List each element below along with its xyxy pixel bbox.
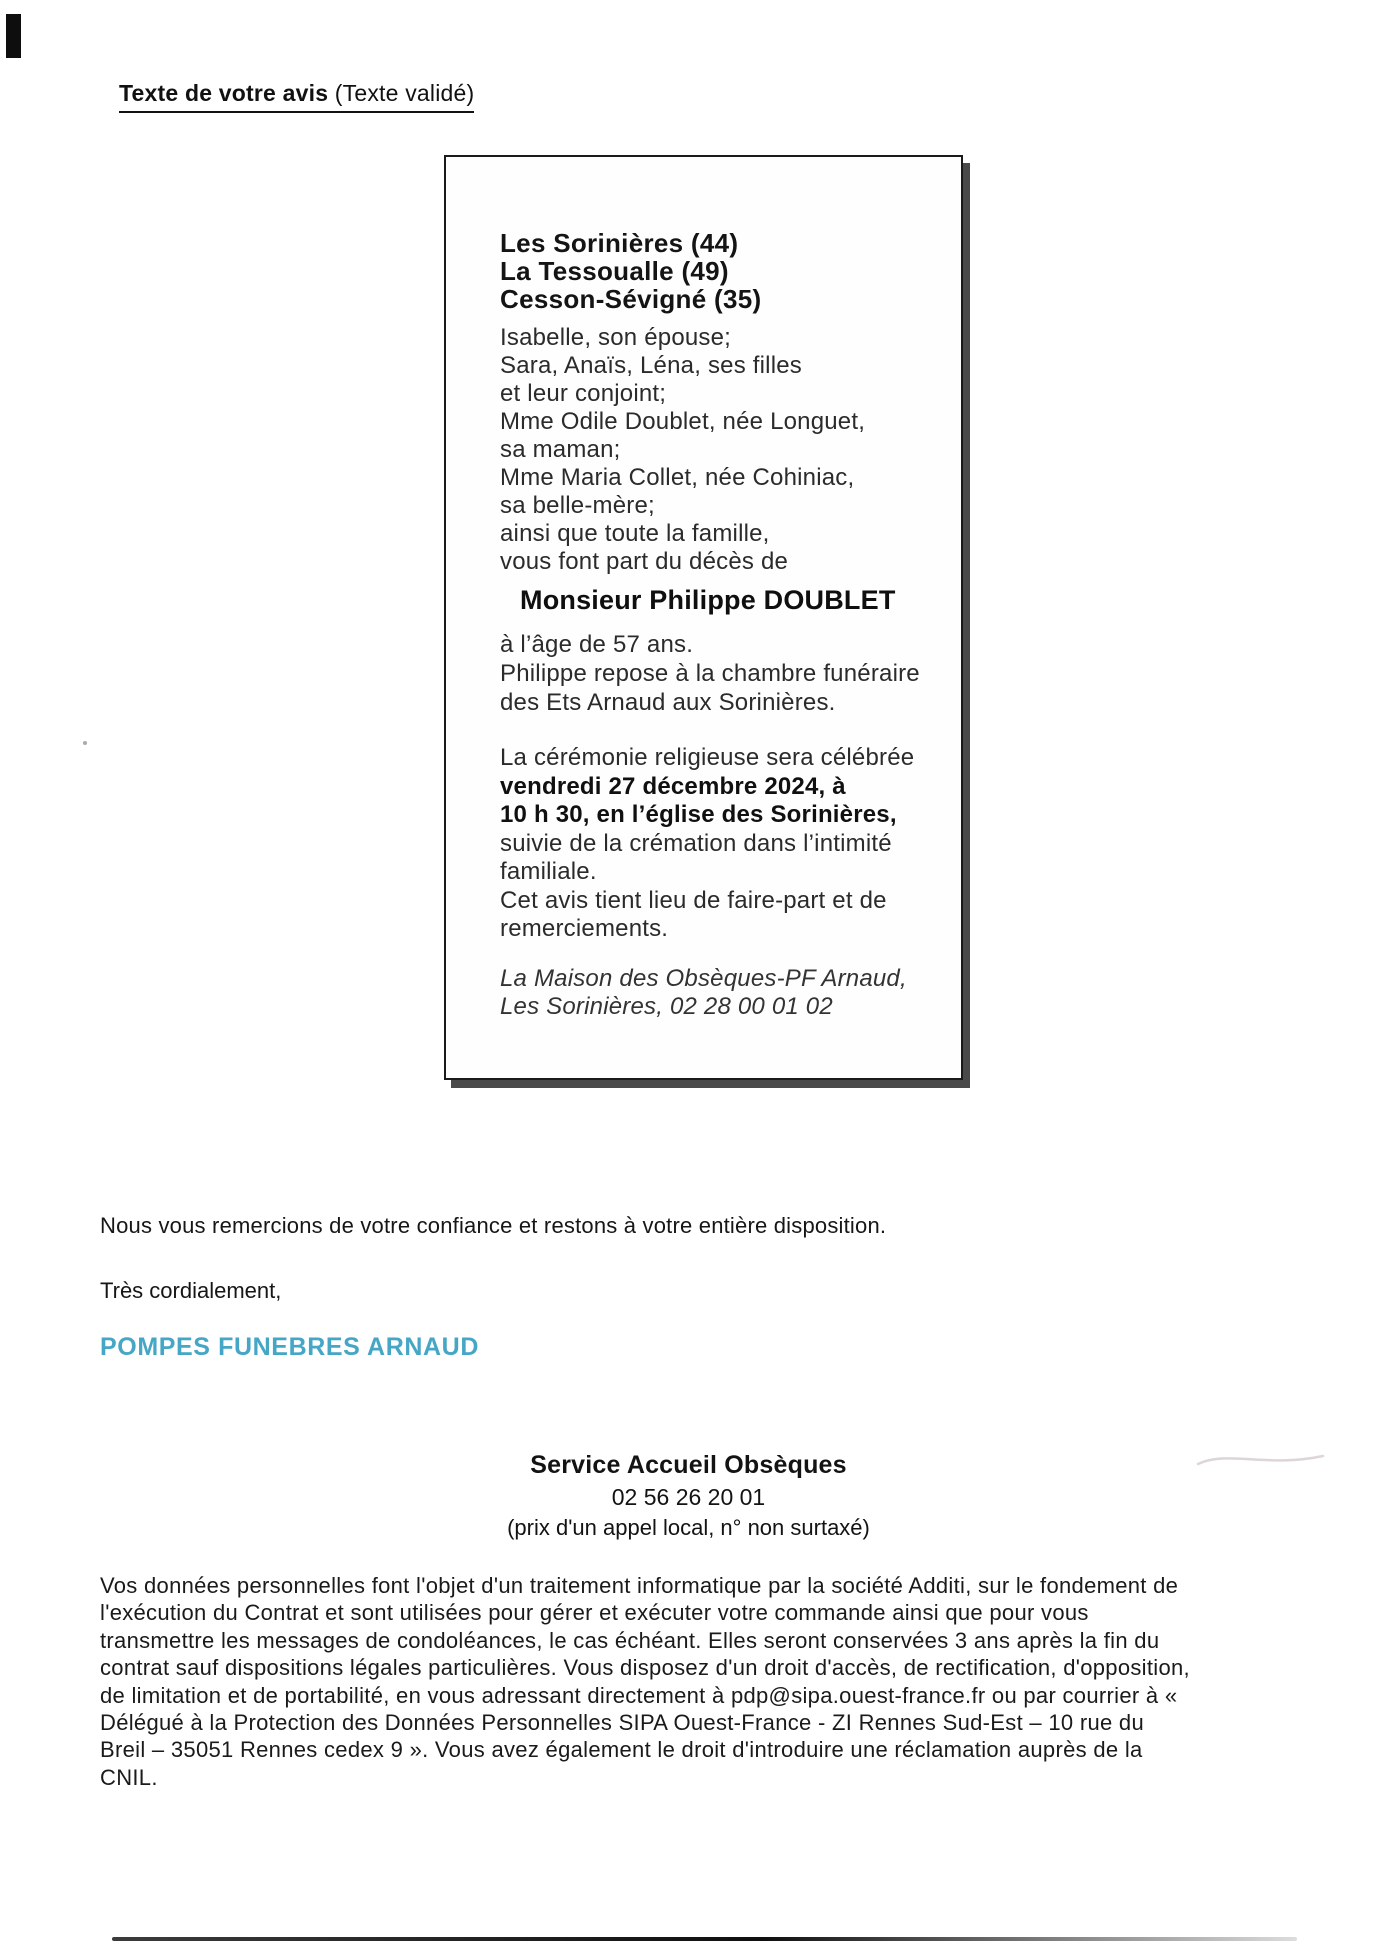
location-line: La Tessoualle (49) bbox=[500, 256, 729, 286]
privacy-line: de limitation et de portabilité, en vous adressant directement à pdp@sipa.ouest-france.fr ou par courrier à « bbox=[100, 1682, 1178, 1708]
privacy-line: Breil – 35051 Rennes cedex 9 ». Vous avez également le droit d'introduire une réclamation auprès de la bbox=[100, 1737, 1143, 1763]
avis-header-status: (Texte validé) bbox=[328, 80, 475, 106]
funeral-home-block bbox=[500, 965, 961, 1021]
privacy-line: contrat sauf dispositions légales particulières. Vous disposez d'un droit d'accès, de rectification, d'opposition, bbox=[100, 1655, 1190, 1681]
scan-speck-dot bbox=[83, 741, 87, 745]
ceremony-time-line: 10 h 30, en l’église des Sorinières, bbox=[500, 801, 897, 828]
closing-text: Très cordialement, bbox=[100, 1278, 282, 1303]
location-block bbox=[500, 229, 961, 313]
service-phone: 02 56 26 20 01 bbox=[611, 1484, 766, 1510]
location-line: Les Sorinières (44) bbox=[500, 228, 739, 258]
service-title: Service Accueil Obsèques bbox=[530, 1451, 847, 1479]
deceased-name: Monsieur Philippe DOUBLET bbox=[520, 585, 896, 615]
privacy-line: CNIL. bbox=[100, 1764, 158, 1790]
privacy-line: l'exécution du Contrat et sont utilisées pour gérer et exécuter votre commande ainsi que pour vous bbox=[100, 1600, 1089, 1626]
family-line: Mme Maria Collet, née Cohiniac, bbox=[500, 464, 855, 491]
ceremony-line: suivie de la crémation dans l’intimité bbox=[500, 829, 892, 857]
ceremony-line: familiale. bbox=[500, 858, 597, 885]
privacy-line: transmettre les messages de condoléances, le cas échéant. Elles seront conservées 3 ans après la fin du bbox=[100, 1627, 1160, 1653]
family-line: vous font part du décès de bbox=[500, 548, 789, 575]
family-line: ainsi que toute la famille, bbox=[500, 520, 770, 547]
privacy-line: Délégué à la Protection des Données Personnelles SIPA Ouest-France - ZI Rennes Sud-Est – 10 rue du bbox=[100, 1710, 1144, 1736]
funeral-home-line: La Maison des Obsèques-PF Arnaud, bbox=[500, 964, 907, 992]
detail-line: des Ets Arnaud aux Sorinières. bbox=[500, 689, 836, 716]
family-line: sa belle-mère; bbox=[500, 492, 655, 519]
detail-line: Philippe repose à la chambre funéraire bbox=[500, 660, 920, 687]
privacy-paragraph bbox=[100, 1572, 1340, 1791]
ceremony-line: Cet avis tient lieu de faire-part et de bbox=[500, 886, 887, 914]
thanks-text: Nous vous remercions de votre confiance et restons à votre entière disposition. bbox=[100, 1213, 887, 1238]
family-line: et leur conjoint; bbox=[500, 380, 667, 407]
family-line: Mme Odile Doublet, née Longuet, bbox=[500, 408, 866, 435]
ceremony-line: La cérémonie religieuse sera célébrée bbox=[500, 744, 915, 771]
detail-line: à l’âge de 57 ans. bbox=[500, 631, 694, 658]
ceremony-block bbox=[500, 744, 961, 944]
avis-header-title: Texte de votre avis bbox=[119, 80, 329, 106]
funeral-home-line: Les Sorinières, 02 28 00 01 02 bbox=[500, 992, 833, 1020]
ceremony-line: remerciements. bbox=[500, 915, 669, 942]
scan-mark-top-left bbox=[6, 14, 21, 58]
family-block bbox=[500, 324, 961, 576]
family-line: sa maman; bbox=[500, 436, 621, 463]
location-line: Cesson-Sévigné (35) bbox=[500, 284, 762, 314]
company-name: POMPES FUNEBRES ARNAUD bbox=[100, 1333, 479, 1361]
details-block bbox=[500, 630, 961, 717]
scanner-edge-line bbox=[112, 1937, 1297, 1941]
privacy-line: Vos données personnelles font l'objet d'un traitement informatique par la société Additi, sur le fondement de bbox=[100, 1573, 1179, 1598]
obituary-notice-card bbox=[444, 155, 963, 1080]
ceremony-date-line: vendredi 27 décembre 2024, à bbox=[500, 772, 846, 800]
avis-header bbox=[119, 80, 474, 113]
service-block bbox=[0, 1448, 1377, 1543]
family-line: Sara, Anaïs, Léna, ses filles bbox=[500, 352, 802, 379]
family-line: Isabelle, son épouse; bbox=[500, 324, 732, 351]
service-note: (prix d'un appel local, n° non surtaxé) bbox=[507, 1515, 870, 1540]
